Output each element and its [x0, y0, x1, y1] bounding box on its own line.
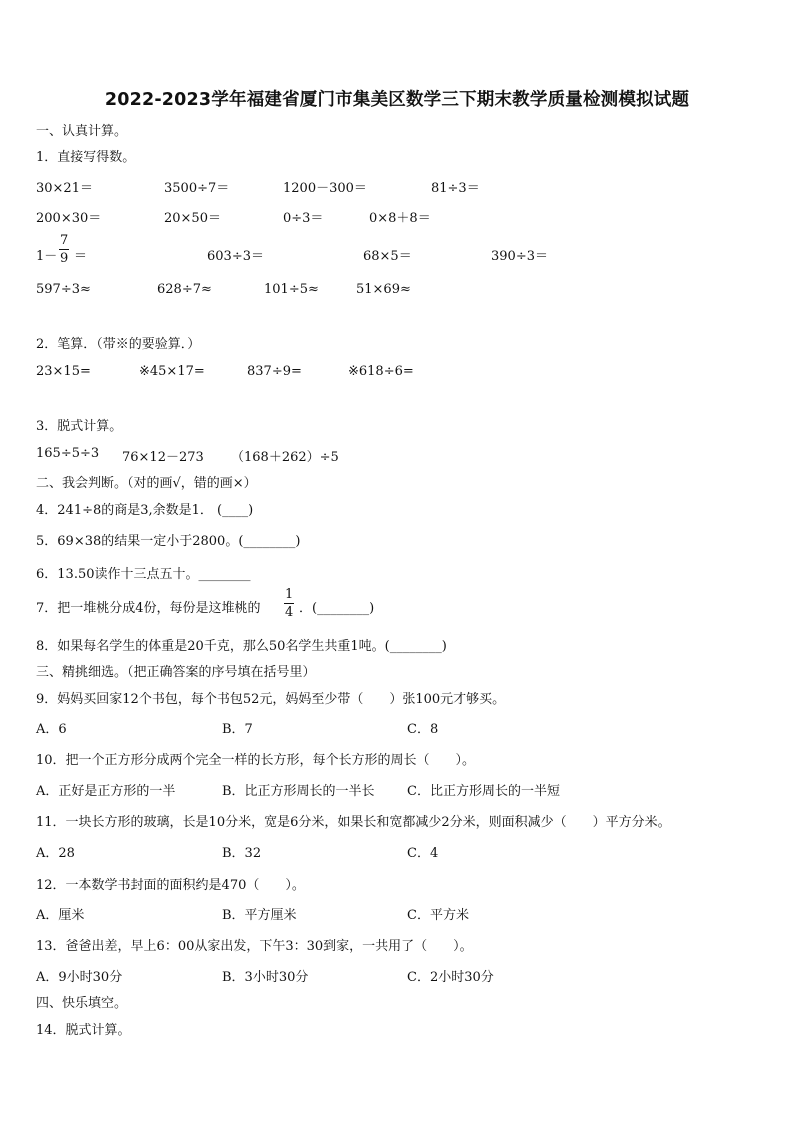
question-2-label: 2．笔算．（带※的要验算．） [36, 337, 201, 352]
option-c: C．2小时30分 [407, 970, 494, 985]
calc-item: 837÷9= [247, 364, 302, 379]
fraction-numerator: 1 [285, 587, 294, 602]
option-c: C．4 [407, 846, 439, 861]
calc-item: 76×12－273 [122, 450, 204, 465]
question-4: 4．241÷8的商是3,余数是1． (____) [36, 503, 254, 518]
section-heading-2: 二、我会判断。（对的画√，错的画×） [36, 476, 257, 491]
question-9-stem: 9．妈妈买回家12个书包，每个书包52元，妈妈至少带（ ）张100元才够买。 [36, 692, 506, 707]
calc-item-eq: ＝ [74, 249, 88, 264]
calc-item: （168＋262）÷5 [231, 450, 339, 465]
calc-item: 165÷5÷3 [36, 446, 100, 461]
calc-item: 101÷5≈ [264, 282, 319, 297]
question-1-label: 1．直接写得数。 [36, 150, 136, 165]
option-c: C．8 [407, 722, 439, 737]
fraction-denominator: 4 [285, 605, 294, 620]
question-13-stem: 13．爸爸出差，早上6：00从家出发，下午3：30到家，一共用了（ ）。 [36, 939, 473, 954]
option-a: A．厘米 [36, 908, 85, 923]
section-heading-1: 一、认真计算。 [36, 124, 128, 139]
question-14: 14．脱式计算。 [36, 1023, 131, 1038]
section-heading-3: 三、精挑细选。（把正确答案的序号填在括号里） [36, 665, 316, 680]
option-a: A．正好是正方形的一半 [36, 784, 176, 799]
calc-item: 200×30＝ [36, 211, 102, 226]
option-b: B．7 [222, 722, 253, 737]
option-b: B．平方厘米 [222, 908, 297, 923]
option-a: A．6 [36, 722, 67, 737]
calc-item: 68×5＝ [363, 249, 412, 264]
question-5: 5．69×38的结果一定小于2800。(________) [36, 534, 301, 549]
option-c: C．比正方形周长的一半短 [407, 784, 560, 799]
calc-item: ※45×17= [139, 364, 205, 379]
question-8: 8．如果每名学生的体重是20千克，那么50名学生共重1吨。(________) [36, 639, 447, 654]
calc-item: 3500÷7＝ [164, 181, 230, 196]
question-7-pre: 7．把一堆桃分成4份，每份是这堆桃的 [36, 601, 261, 616]
calc-item: 390÷3＝ [491, 249, 548, 264]
fraction-one-quarter [284, 588, 294, 619]
option-c: C．平方米 [407, 908, 469, 923]
calc-item: 0×8＋8＝ [369, 211, 431, 226]
calc-item: 51×69≈ [356, 282, 411, 297]
calc-item: 603÷3＝ [207, 249, 264, 264]
calc-item: 597÷3≈ [36, 282, 91, 297]
option-a: A．9小时30分 [36, 970, 123, 985]
option-b: B．32 [222, 846, 262, 861]
calc-item: ※618÷6= [348, 364, 414, 379]
fraction-denominator: 9 [60, 251, 69, 266]
calc-item: 30×21＝ [36, 181, 93, 196]
calc-item: 81÷3＝ [431, 181, 480, 196]
question-3-label: 3．脱式计算。 [36, 419, 123, 434]
calc-item-lead: 1－ [36, 249, 58, 264]
calc-item: 20×50＝ [164, 211, 221, 226]
question-11-stem: 11．一块长方形的玻璃，长是10分米，宽是6分米，如果长和宽都减少2分米，则面积减少（ ）平方分米。 [36, 815, 671, 830]
option-b: B．比正方形周长的一半长 [222, 784, 375, 799]
calc-item: 23×15= [36, 364, 91, 379]
calc-item: 0÷3＝ [283, 211, 324, 226]
option-b: B．3小时30分 [222, 970, 309, 985]
fraction-seven-ninths [59, 234, 69, 265]
question-12-stem: 12．一本数学书封面的面积约是470（ ）。 [36, 878, 305, 893]
calc-item: 628÷7≈ [157, 282, 212, 297]
section-heading-4: 四、快乐填空。 [36, 996, 128, 1011]
question-7-post: ．(________) [299, 601, 375, 616]
calc-item: 1200－300＝ [283, 181, 367, 196]
question-10-stem: 10．把一个正方形分成两个完全一样的长方形，每个长方形的周长（ ）。 [36, 753, 476, 768]
option-a: A．28 [36, 846, 75, 861]
question-6: 6．13.50读作十三点五十。________ [36, 567, 251, 582]
page-title: 2022-2023学年福建省厦门市集美区数学三下期末教学质量检测模拟试题 [104, 90, 690, 110]
fraction-numerator: 7 [60, 233, 69, 248]
